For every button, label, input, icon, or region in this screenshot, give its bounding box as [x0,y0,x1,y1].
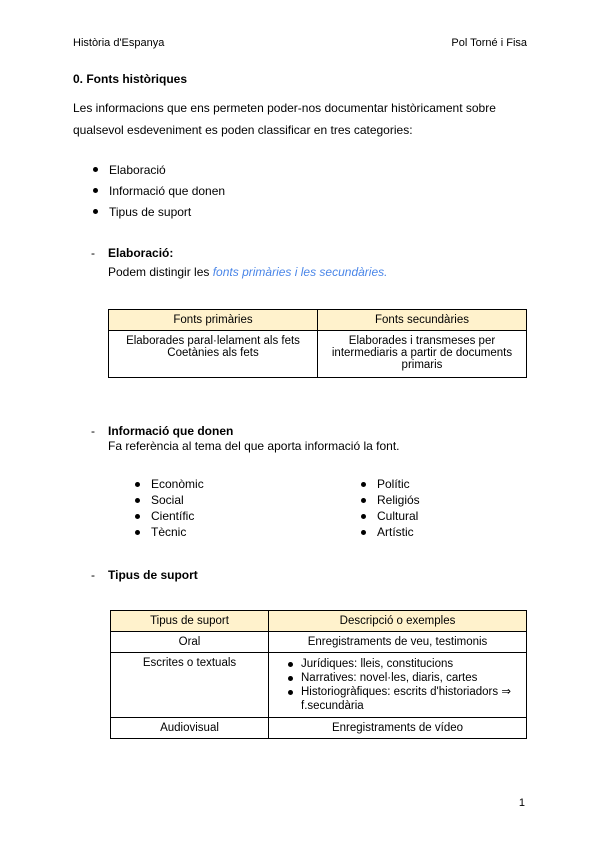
section-text-prefix: Podem distingir les [108,265,213,279]
list-item: Econòmic [134,476,204,492]
table-header: Fonts primàries [109,310,318,331]
examples-list [285,657,520,713]
section-heading-text: Tipus de suport [108,568,198,582]
table-header: Fonts secundàries [318,310,527,331]
section-text-elaboracio [108,265,387,279]
page-number: 1 [518,797,525,809]
sources-link[interactable]: fonts primàries i les secundàries. [212,265,388,279]
table-header-row [111,611,527,632]
list-item: Cultural [360,508,420,524]
table-header-row [109,310,527,331]
list-item: Tipus de suport [92,204,225,225]
dash: - [91,246,95,260]
table-header: Tipus de suport [111,611,269,632]
page-title: 0. Fonts històriques [73,72,188,86]
table-cell: Elaborades i transmeses per intermediaris a partir de documents primaris [318,331,527,378]
list-item: Tècnic [134,524,204,540]
table-cell: Escrites o textuals [111,653,269,718]
section-heading-text: Informació que donen [108,424,234,438]
table-row [111,653,527,718]
list-item: Polític [360,476,420,492]
table-cell: Enregistraments de vídeo [269,718,527,739]
list-item: Historiogràfiques: escrits d'historiadors ⇒ f.secundària [285,685,520,713]
list-item: Religiós [360,492,420,508]
header-title: Història d'Espanya [73,37,165,49]
cell-line: Elaborades paral·lelament als fets [126,335,300,347]
list-item: Científic [134,508,204,524]
section-heading-suport [91,568,198,582]
table-row [111,718,527,739]
category-list [92,162,225,225]
table-cell: Audiovisual [111,718,269,739]
dash: - [91,568,95,582]
section-heading-informacio [91,424,233,438]
sources-table [108,309,527,378]
list-item: Social [134,492,204,508]
dash: - [91,424,95,438]
list-item: Informació que donen [92,183,225,204]
list-item: Artístic [360,524,420,540]
section-heading-elaboracio [91,246,173,260]
topic-list-right [360,476,420,540]
list-item: Jurídiques: lleis, constitucions [285,657,520,671]
list-item: Narratives: novel·les, diaris, cartes [285,671,520,685]
table-row [109,331,527,378]
section-text-informacio: Fa referència al tema del que aporta informació la font. [108,439,400,453]
table-row [111,632,527,653]
table-cell [109,331,318,378]
section-heading-text: Elaboració: [108,246,174,260]
table-cell: Oral [111,632,269,653]
topic-list-left [134,476,204,540]
table-cell: Enregistraments de veu, testimonis [269,632,527,653]
list-item: Elaboració [92,162,225,183]
support-table [110,610,527,739]
table-cell [269,653,527,718]
cell-line: Coetànies als fets [167,347,259,359]
intro-paragraph: Les informacions que ens permeten poder-nos documentar històricament sobre qualsevol esdeveniment es poden classificar en tres categories: [73,101,496,137]
header-author: Pol Torné i Fisa [451,37,527,49]
table-header: Descripció o exemples [269,611,527,632]
